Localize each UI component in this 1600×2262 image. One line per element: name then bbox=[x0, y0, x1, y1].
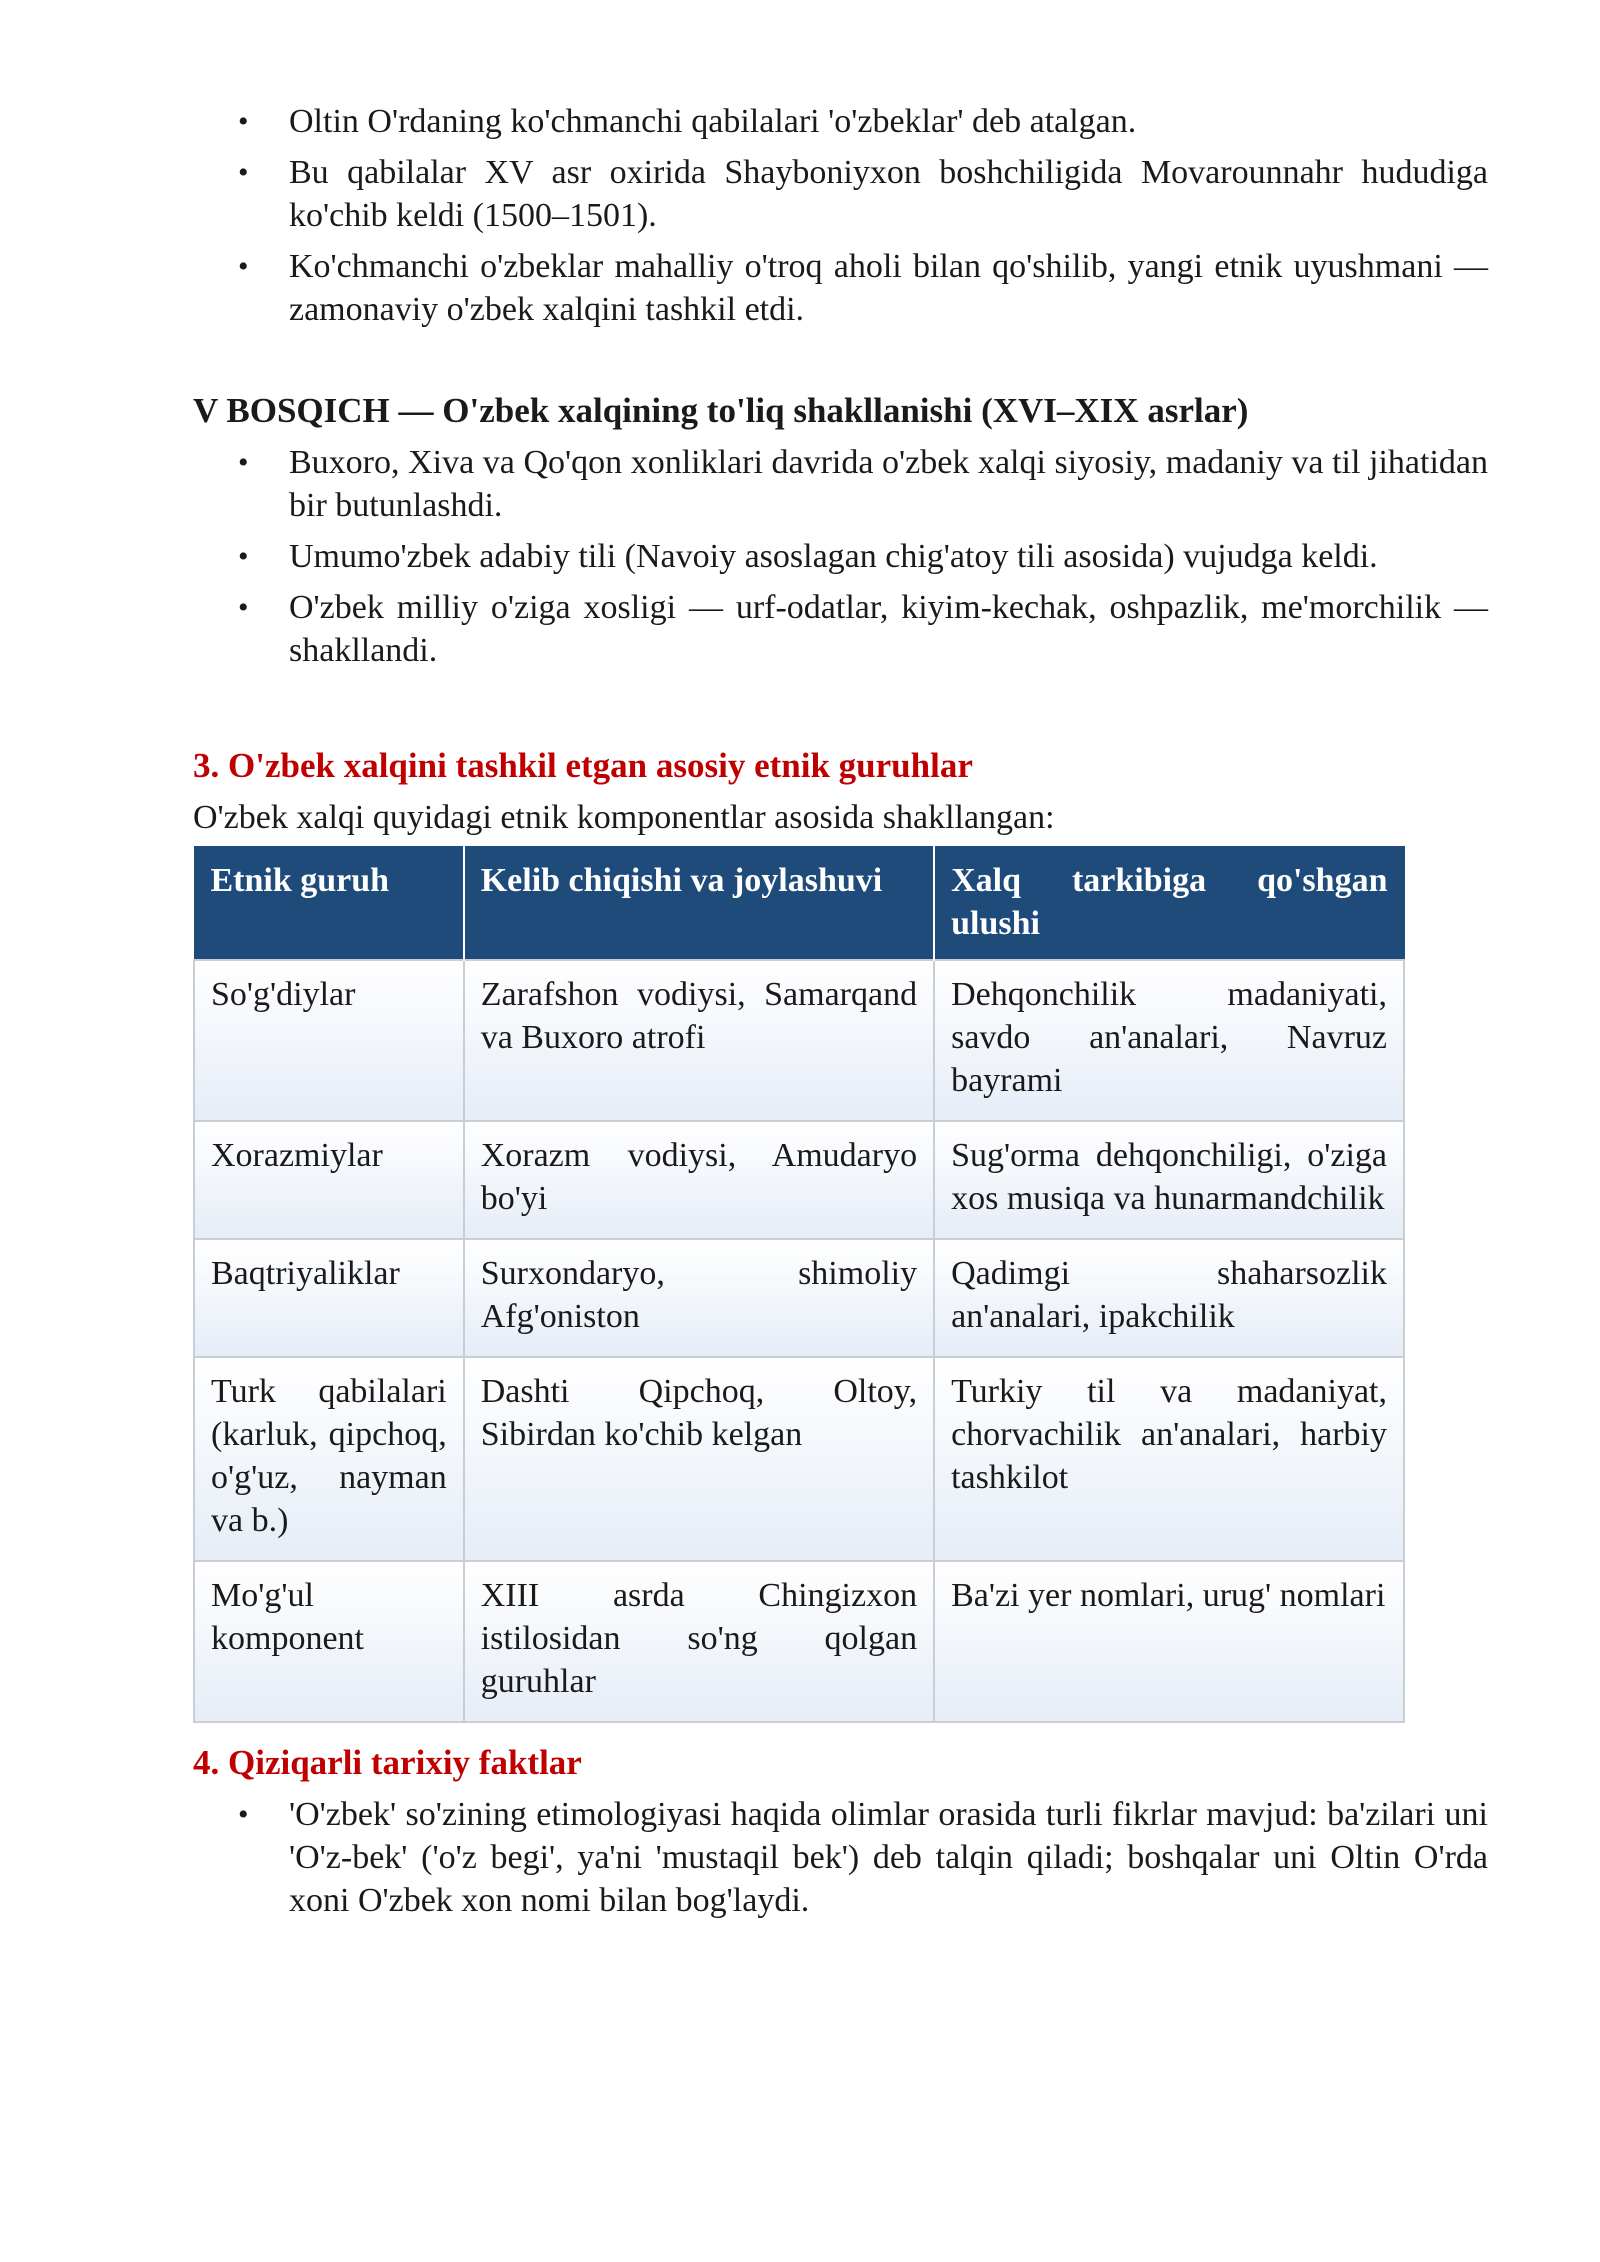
table-cell: Turk qabilalari (karluk, qipchoq, o'g'uz, nayman va b.) bbox=[194, 1357, 464, 1561]
table-cell: Zarafshon vodiysi, Samarqand va Buxoro atrofi bbox=[464, 960, 934, 1121]
section-heading: 4. Qiziqarli tarixiy faktlar bbox=[193, 1743, 582, 1782]
section-heading: 3. O'zbek xalqini tashkil etgan asosiy etnik guruhlar bbox=[193, 746, 973, 785]
bullet-icon: • bbox=[238, 105, 249, 138]
table-cell: Turkiy til va madaniyat, chorvachilik an'analari, harbiy tashkilot bbox=[934, 1357, 1404, 1561]
table-cell: Surxondaryo, shimoliy Afg'oniston bbox=[464, 1239, 934, 1357]
table-cell: Baqtriyaliklar bbox=[194, 1239, 464, 1357]
document-page bbox=[193, 100, 1488, 1930]
bullet-icon: • bbox=[238, 591, 249, 624]
table-cell: Xorazmiylar bbox=[194, 1121, 464, 1239]
table-cell: XIII asrda Chingizxon istilosidan so'ng qolgan guruhlar bbox=[464, 1561, 934, 1722]
bullet-icon: • bbox=[238, 250, 249, 283]
table-row bbox=[194, 1561, 1404, 1722]
table-row bbox=[194, 960, 1404, 1121]
table-cell: Ba'zi yer nomlari, urug' nomlari bbox=[934, 1561, 1404, 1722]
list-item bbox=[193, 151, 1488, 237]
column-header: Xalq tarkibiga qo'shgan ulushi bbox=[934, 847, 1404, 961]
table-row bbox=[194, 1121, 1404, 1239]
list-item bbox=[193, 245, 1488, 331]
table-cell: So'g'diylar bbox=[194, 960, 464, 1121]
table-cell: Dashti Qipchoq, Oltoy, Sibirdan ko'chib kelgan bbox=[464, 1357, 934, 1561]
column-header: Kelib chiqishi va joylashuvi bbox=[464, 847, 934, 961]
column-header: Etnik guruh bbox=[194, 847, 464, 961]
table-cell: Qadimgi shaharsozlik an'analari, ipakchilik bbox=[934, 1239, 1404, 1357]
list-item-text: Bu qabilalar XV asr oxirida Shayboniyxon boshchiligida Movarounnahr hududiga ko'chib keldi (1500–1501). bbox=[289, 154, 1488, 234]
table-cell: Mo'g'ul komponent bbox=[194, 1561, 464, 1722]
section-intro: O'zbek xalqi quyidagi etnik komponentlar asosida shakllangan: bbox=[193, 799, 1055, 836]
stage-bullet-list bbox=[193, 441, 1488, 672]
stage-heading: V BOSQICH — O'zbek xalqining to'liq shakllanishi (XVI–XIX asrlar) bbox=[193, 391, 1249, 430]
list-item-text: O'zbek milliy o'ziga xosligi — urf-odatlar, kiyim-kechak, oshpazlik, me'morchilik — shakllandi. bbox=[289, 589, 1488, 669]
list-item-text: 'O'zbek' so'zining etimologiyasi haqida olimlar orasida turli fikrlar mavjud: ba'zilari uni 'O'z-bek' ('o'z begi', ya'ni 'mustaqil bek') deb talqin qiladi; boshqalar uni Oltin O'rda xoni O'zbek xon nomi bilan bog'laydi. bbox=[289, 1796, 1488, 1919]
list-item-text: Ko'chmanchi o'zbeklar mahalliy o'troq aholi bilan qo'shilib, yangi etnik uyushmani — zamonaviy o'zbek xalqini tashkil etdi. bbox=[289, 248, 1488, 328]
list-item bbox=[193, 586, 1488, 672]
bullet-icon: • bbox=[238, 1798, 249, 1831]
table-header-row bbox=[194, 847, 1404, 961]
facts-bullet-list bbox=[193, 1793, 1488, 1922]
bullet-icon: • bbox=[238, 156, 249, 189]
table-row bbox=[194, 1357, 1404, 1561]
table-cell: Sug'orma dehqonchiligi, o'ziga xos musiqa va hunarmandchilik bbox=[934, 1121, 1404, 1239]
list-item-text: Oltin O'rdaning ko'chmanchi qabilalari 'o'zbeklar' deb atalgan. bbox=[289, 103, 1137, 140]
list-item-text: Buxoro, Xiva va Qo'qon xonliklari davrida o'zbek xalqi siyosiy, madaniy va til jihatidan bir butunlashdi. bbox=[289, 444, 1488, 524]
list-item bbox=[193, 441, 1488, 527]
list-item-text: Umumo'zbek adabiy tili (Navoiy asoslagan chig'atoy tili asosida) vujudga keldi. bbox=[289, 538, 1378, 575]
table-cell: Dehqonchilik madaniyati, savdo an'analari, Navruz bayrami bbox=[934, 960, 1404, 1121]
bullet-icon: • bbox=[238, 446, 249, 479]
list-item bbox=[193, 100, 1488, 143]
list-item bbox=[193, 535, 1488, 578]
table-row bbox=[194, 1239, 1404, 1357]
table-cell: Xorazm vodiysi, Amudaryo bo'yi bbox=[464, 1121, 934, 1239]
bullet-icon: • bbox=[238, 540, 249, 573]
ethnic-groups-table bbox=[193, 846, 1405, 1723]
list-item bbox=[193, 1793, 1488, 1922]
intro-bullet-list bbox=[193, 100, 1488, 331]
